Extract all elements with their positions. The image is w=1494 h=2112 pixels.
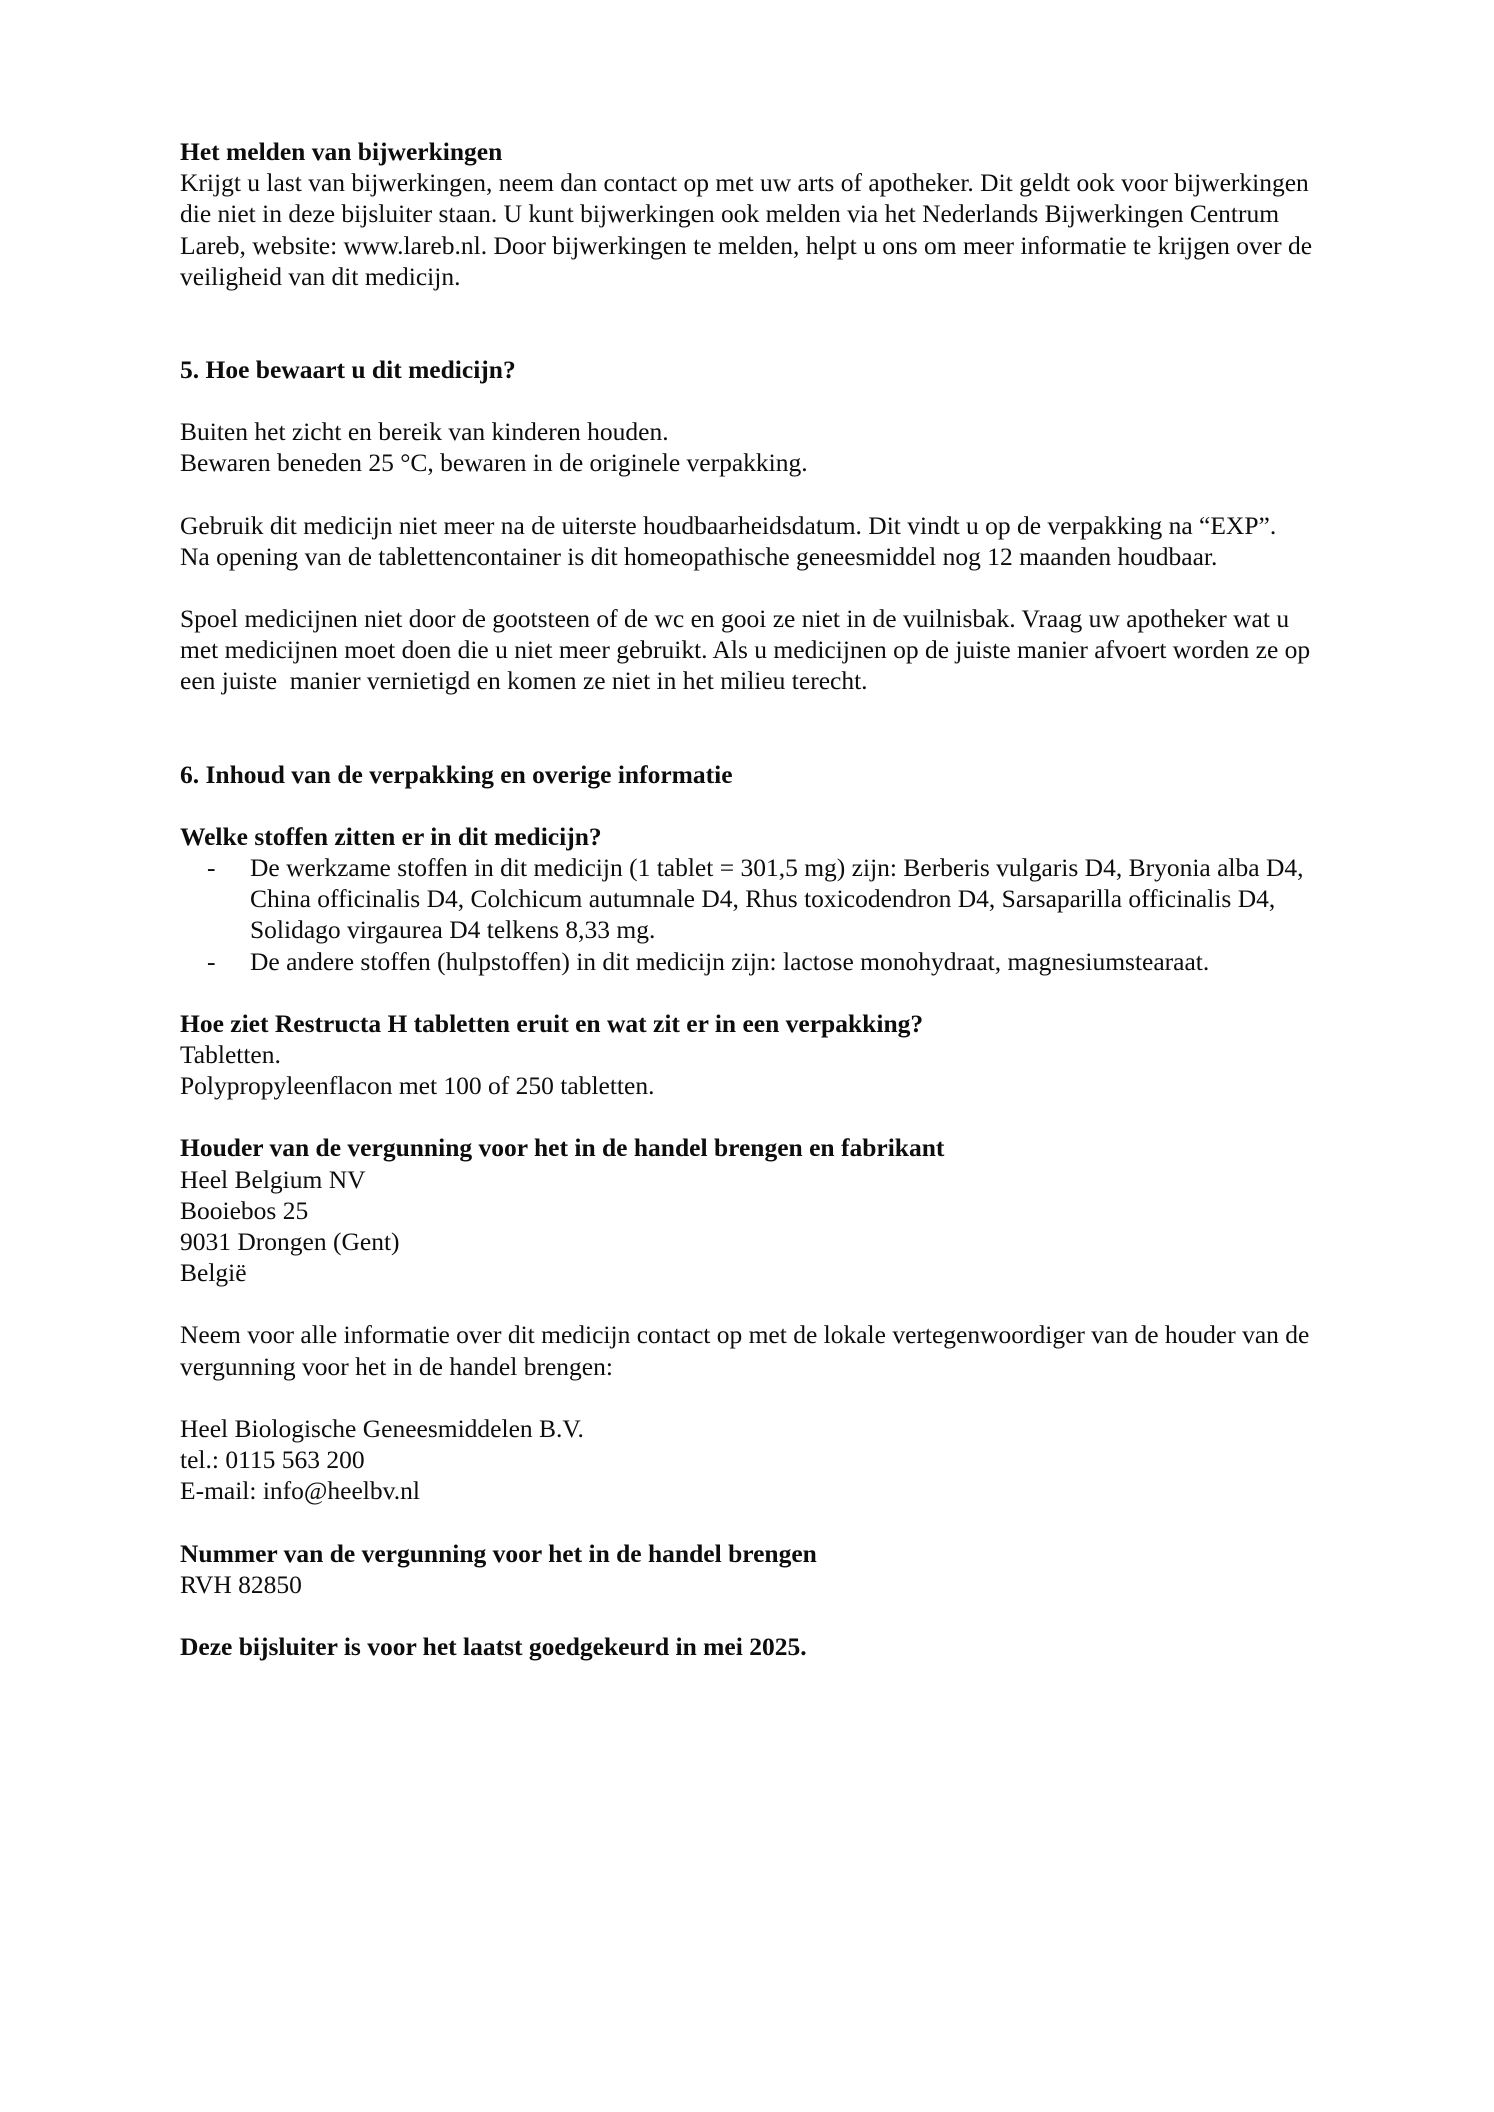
spacer: [180, 572, 1318, 603]
holder-country: België: [180, 1258, 247, 1288]
spacer: [180, 292, 1318, 354]
section-6-heading: 6. Inhoud van de verpakking en overige informatie: [180, 759, 733, 789]
substances-heading: Welke stoffen zitten er in dit medicijn?: [180, 821, 602, 851]
holder-heading: Houder van de vergunning voor het in de handel brengen en fabrikant: [180, 1133, 945, 1163]
appearance-heading: Hoe ziet Restructa H tabletten eruit en wat zit er in een verpakking?: [180, 1008, 924, 1038]
appearance-line-1: Tabletten.: [180, 1040, 281, 1070]
local-representative-email: E-mail: info@heelbv.nl: [180, 1476, 420, 1506]
spacer: [180, 479, 1318, 510]
authorisation-number: RVH 82850: [180, 1569, 302, 1599]
after-opening-paragraph: Na opening van de tablettencontainer is dit homeopathische geneesmiddel nog 12 maanden houdbaar.: [180, 541, 1218, 571]
storage-line-1: Buiten het zicht en bereik van kinderen houden.: [180, 417, 669, 447]
spacer: [180, 977, 1318, 1008]
spacer: [180, 1288, 1318, 1319]
list-item-label: De werkzame stoffen in dit medicijn (1 tablet = 301,5 mg) zijn: Berberis vulgaris D4, Bryonia alba D4, China officinalis D4, Colchicum autumnale D4, Rhus toxicodendron D4, Sarsaparilla officinalis D4, Solidago virgaurea D4 telkens 8,33 mg.: [250, 853, 1304, 945]
list-item-label: De andere stoffen (hulpstoffen) in dit medicijn zijn: lactose monohydraat, magnesiumstearaat.: [250, 946, 1210, 976]
spacer: [180, 790, 1318, 821]
substances-list: [180, 852, 1318, 977]
dash-bullet-icon: -: [207, 946, 216, 976]
approval-date-note: Deze bijsluiter is voor het laatst goedgekeurd in mei 2025.: [180, 1631, 807, 1661]
local-representative-phone: tel.: 0115 563 200: [180, 1445, 365, 1475]
spacer: [180, 697, 1318, 759]
document-content: [180, 136, 1318, 1662]
spacer: [180, 1507, 1318, 1538]
spacer: [180, 1382, 1318, 1413]
local-representative-name: Heel Biologische Geneesmiddelen B.V.: [180, 1413, 584, 1443]
expiry-paragraph: Gebruik dit medicijn niet meer na de uiterste houdbaarheidsdatum. Dit vindt u op de verpakking na “EXP”.: [180, 510, 1277, 540]
holder-name: Heel Belgium NV: [180, 1164, 366, 1194]
list-item: [180, 852, 1318, 946]
appearance-line-2: Polypropyleenflacon met 100 of 250 tabletten.: [180, 1071, 655, 1101]
section-5-heading: 5. Hoe bewaart u dit medicijn?: [180, 355, 516, 385]
side-effects-heading: Het melden van bijwerkingen: [180, 137, 503, 166]
holder-street: Booiebos 25: [180, 1195, 309, 1225]
disposal-paragraph: Spoel medicijnen niet door de gootsteen of de wc en gooi ze niet in de vuilnisbak. Vraag uw apotheker wat u met medicijnen moet doen die u niet meer gebruikt. Als u medicijnen op de juiste manier afvoert worden ze op een juiste manier vernietigd en komen ze niet in het milieu terecht.: [180, 604, 1317, 696]
spacer: [180, 385, 1318, 416]
local-representative-intro: Neem voor alle informatie over dit medicijn contact op met de lokale vertegenwoordiger van de houder van de vergunning voor het in de handel brengen:: [180, 1320, 1310, 1381]
spacer: [180, 1101, 1318, 1132]
side-effects-body: Krijgt u last van bijwerkingen, neem dan contact op met uw arts of apotheker. Dit geldt ook voor bijwerkingen die niet in deze bijsluiter staan. U kunt bijwerkingen ook melden via het Nederlands Bijwerkingen Centrum Lareb, website: www.lareb.nl. Door bijwerkingen te melden, helpt u ons om meer informatie te krijgen over de veiligheid van dit medicijn.: [180, 168, 1313, 291]
dash-bullet-icon: -: [207, 853, 216, 883]
holder-city: 9031 Drongen (Gent): [180, 1227, 400, 1257]
storage-line-2: Bewaren beneden 25 °C, bewaren in de originele verpakking.: [180, 448, 808, 478]
authorisation-heading: Nummer van de vergunning voor het in de handel brengen: [180, 1538, 817, 1568]
list-item: [180, 946, 1318, 977]
spacer: [180, 1600, 1318, 1631]
